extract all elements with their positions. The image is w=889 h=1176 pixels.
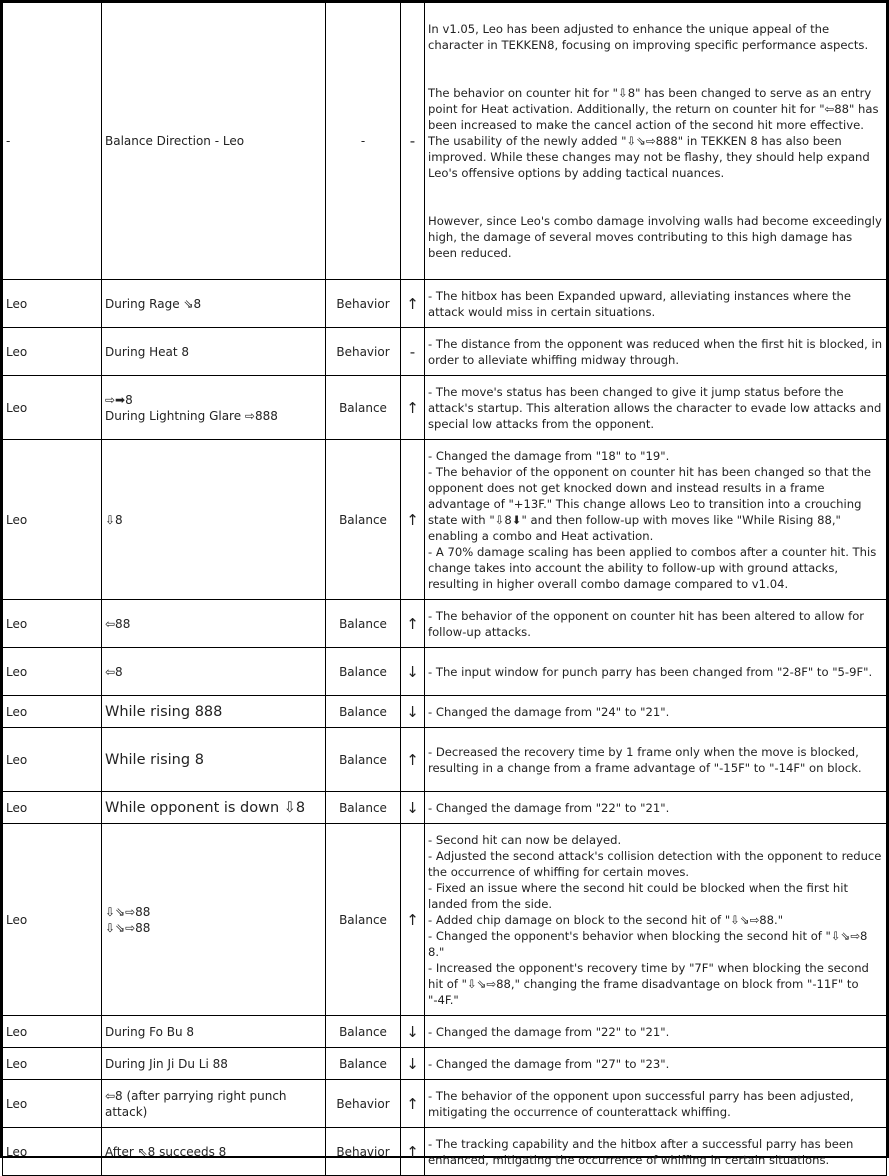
table-row	[3, 1016, 887, 1048]
category-cell: Behavior	[326, 1080, 401, 1128]
category-cell: Balance	[326, 824, 401, 1016]
description-cell	[425, 3, 887, 280]
category-cell: Balance	[326, 1048, 401, 1080]
direction-cell: ↑	[401, 824, 425, 1016]
description-cell: - Changed the damage from "18" to "19". - The behavior of the opponent on counter hit has been changed so that the opponent does not get knocked down and instead results in a frame advantage of "+13F." This change allows Leo to transition into a crouching state with "⇩8⬇" and then follow-up with moves like "While Rising 88," enabling a combo and Heat activation. - A 70% damage scaling has been applied to combos after a counter hit. This change takes into account the ability to follow-up with ground attacks, resulting in higher overall combo damage compared to v1.04.	[425, 440, 887, 600]
description-cell: - Changed the damage from "22" to "21".	[425, 1016, 887, 1048]
table-row	[3, 1048, 887, 1080]
description-cell: - The input window for punch parry has been changed from "2-8F" to "5-9F".	[425, 648, 887, 696]
intro-paragraph: The behavior on counter hit for "⇩8" has been changed to serve as an entry point for Heat activation. Additionally, the return on counter hit for "⇦88" has been increased to make the cancel action of the second hit more effective. The usability of the newly added "⇩⇘⇨888" in TEKKEN 8 has also been improved. While these changes may not be flashy, they should help expand Leo's offensive options by adding tactical nuances.	[428, 86, 879, 180]
move-cell: While rising 888	[102, 696, 326, 728]
table-row	[3, 3, 887, 280]
description-cell: - Changed the damage from "27" to "23".	[425, 1048, 887, 1080]
description-cell: - Changed the damage from "24" to "21".	[425, 696, 887, 728]
category-cell: Behavior	[326, 1128, 401, 1176]
direction-cell: ↑	[401, 728, 425, 792]
table-row	[3, 696, 887, 728]
direction-cell: ↓	[401, 1016, 425, 1048]
description-cell: - Second hit can now be delayed. - Adjusted the second attack's collision detection with the opponent to reduce the occurrence of whiffing for certain moves. - Fixed an issue where the second hit could be blocked when the first hit landed from the side. - Added chip damage on block to the second hit of "⇩⇘⇨88." - Changed the opponent's behavior when blocking the second hit of "⇩⇘⇨8 8." - Increased the opponent's recovery time by "7F" when blocking the second hit of "⇩⇘⇨88," changing the frame disadvantage on block from "-11F" to "-4F."	[425, 824, 887, 1016]
character-cell: Leo	[3, 792, 102, 824]
character-cell: Leo	[3, 728, 102, 792]
character-cell: Leo	[3, 1048, 102, 1080]
description-cell: - The hitbox has been Expanded upward, alleviating instances where the attack would miss in certain situations.	[425, 280, 887, 328]
table-row	[3, 328, 887, 376]
category-cell: Balance	[326, 600, 401, 648]
direction-cell: ↓	[401, 792, 425, 824]
character-cell: Leo	[3, 328, 102, 376]
table-row	[3, 600, 887, 648]
move-cell: During Fo Bu 8	[102, 1016, 326, 1048]
move-cell: While rising 8	[102, 728, 326, 792]
character-cell: Leo	[3, 696, 102, 728]
move-cell: During Heat 8	[102, 328, 326, 376]
character-cell: Leo	[3, 824, 102, 1016]
direction-cell: ↑	[401, 1128, 425, 1176]
description-cell: - The tracking capability and the hitbox after a successful parry has been enhanced, mitigating the occurrence of whiffing in certain situations.	[425, 1128, 887, 1176]
table-row	[3, 824, 887, 1016]
table-row	[3, 728, 887, 792]
move-cell: During Jin Ji Du Li 88	[102, 1048, 326, 1080]
table-row	[3, 648, 887, 696]
direction-cell: ↑	[401, 440, 425, 600]
description-cell: - Decreased the recovery time by 1 frame only when the move is blocked, resulting in a change from a frame advantage of "-15F" to "-14F" on block.	[425, 728, 887, 792]
intro-paragraph: In v1.05, Leo has been adjusted to enhance the unique appeal of the character in TEKKEN8, focusing on improving specific performance aspects.	[428, 22, 869, 52]
category-cell: Balance	[326, 728, 401, 792]
character-cell: Leo	[3, 376, 102, 440]
direction-cell: ↓	[401, 696, 425, 728]
category-cell: Balance	[326, 376, 401, 440]
description-cell: - The behavior of the opponent on counter hit has been altered to allow for follow-up attacks.	[425, 600, 887, 648]
move-cell: During Rage ⇘8	[102, 280, 326, 328]
direction-cell: ↑	[401, 600, 425, 648]
move-cell: ⇩8	[102, 440, 326, 600]
character-cell: Leo	[3, 1128, 102, 1176]
description-cell: - The move's status has been changed to give it jump status before the attack's startup. This alteration allows the character to evade low attacks and special low attacks from the opponent.	[425, 376, 887, 440]
direction-cell: ↑	[401, 1080, 425, 1128]
description-cell: - Changed the damage from "22" to "21".	[425, 792, 887, 824]
direction-cell: ↓	[401, 1048, 425, 1080]
move-cell: ⇨➡8 During Lightning Glare ⇨888	[102, 376, 326, 440]
move-cell: ⇦8	[102, 648, 326, 696]
description-cell: - The behavior of the opponent upon successful parry has been adjusted, mitigating the occurrence of counterattack whiffing.	[425, 1080, 887, 1128]
character-cell: Leo	[3, 1016, 102, 1048]
character-cell: Leo	[3, 440, 102, 600]
table-row	[3, 440, 887, 600]
character-cell: Leo	[3, 280, 102, 328]
character-cell: Leo	[3, 600, 102, 648]
character-cell: Leo	[3, 1080, 102, 1128]
move-cell: ⇦88	[102, 600, 326, 648]
direction-cell: ↑	[401, 376, 425, 440]
category-cell: Balance	[326, 792, 401, 824]
character-cell: -	[3, 3, 102, 280]
move-cell: ⇩⇘⇨88 ⇩⇘⇨88	[102, 824, 326, 1016]
move-cell: Balance Direction - Leo	[102, 3, 326, 280]
category-cell: Balance	[326, 648, 401, 696]
intro-paragraph: However, since Leo's combo damage involving walls had become exceedingly high, the damage of several moves contributing to this high damage has been reduced.	[428, 214, 882, 260]
category-cell: Balance	[326, 696, 401, 728]
direction-cell: ↑	[401, 280, 425, 328]
category-cell: Balance	[326, 1016, 401, 1048]
direction-cell: ↓	[401, 648, 425, 696]
table-row	[3, 792, 887, 824]
move-cell: ⇦8 (after parrying right punch attack)	[102, 1080, 326, 1128]
category-cell: Behavior	[326, 328, 401, 376]
category-cell: Balance	[326, 440, 401, 600]
move-cell: After ⇖8 succeeds 8	[102, 1128, 326, 1176]
move-cell: While opponent is down ⇩8	[102, 792, 326, 824]
table-row	[3, 1128, 887, 1176]
table-row	[3, 1080, 887, 1128]
direction-cell: -	[401, 3, 425, 280]
table-row	[3, 376, 887, 440]
category-cell: -	[326, 3, 401, 280]
patch-notes-table	[2, 2, 887, 1176]
description-cell: - The distance from the opponent was reduced when the first hit is blocked, in order to alleviate whiffing midway through.	[425, 328, 887, 376]
character-cell: Leo	[3, 648, 102, 696]
direction-cell: -	[401, 328, 425, 376]
table-row	[3, 280, 887, 328]
category-cell: Behavior	[326, 280, 401, 328]
